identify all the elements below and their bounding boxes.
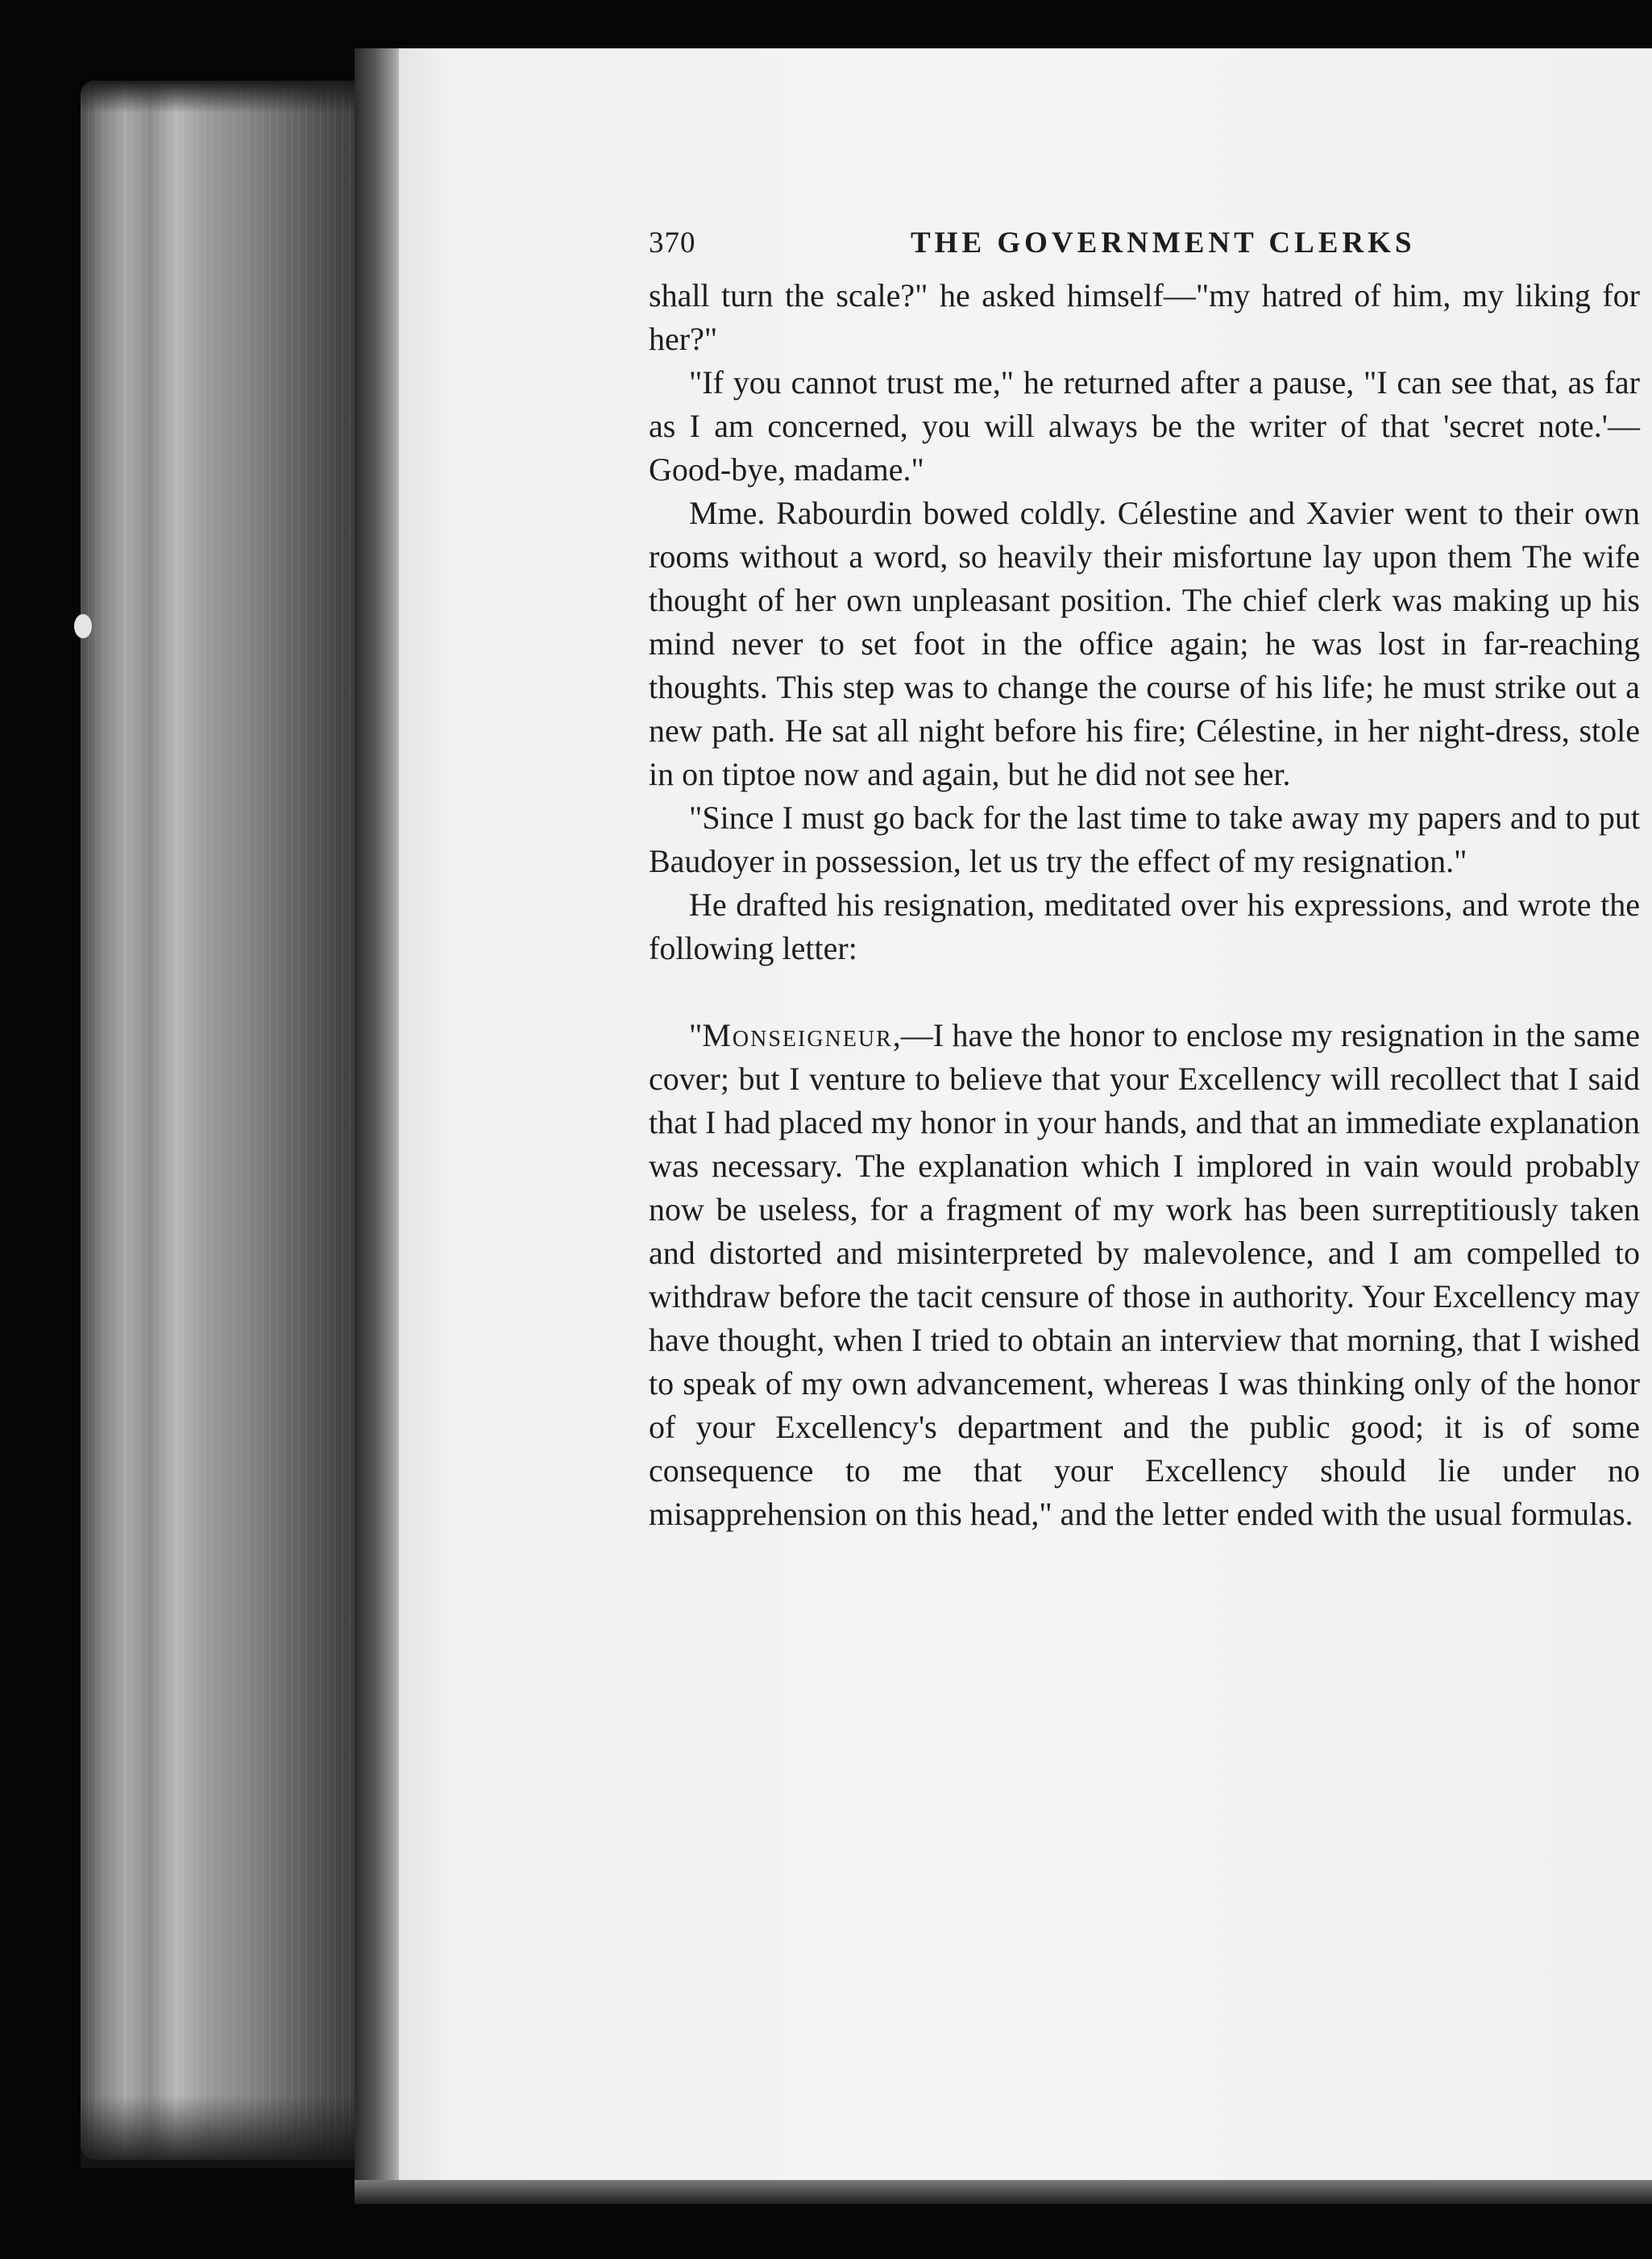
paragraph-5: He drafted his resignation, meditated over his expressions, and wrote the following letter: — [649, 887, 1640, 966]
margin-mark — [74, 614, 92, 638]
page-gutter — [355, 48, 403, 2184]
letter-salutation: Monseigneur — [702, 1017, 893, 1053]
page-bottom-edge — [355, 2180, 1652, 2204]
paragraph-4: "Since I must go back for the last time to take away my papers and to put Baudoyer in possession, let us try the effect of my resignation." — [649, 799, 1640, 879]
running-head — [649, 226, 1640, 274]
paragraph-2: "If you cannot trust me," he returned after a pause, "I can see that, as far as I am concerned, you will always be the writer of that 'secret note.'—Good-bye, madame." — [649, 364, 1640, 488]
letter-body: ,—I have the honor to enclose my resignation in the same cover; but I venture to believe that your Excellency will recollect that I said that I had placed my honor in your hands, and that an immediate explanation was necessary. The explanation which I implored in vain would probably now be useless, for a fragment of my work has been surreptitiously taken and distorted and misinterpreted by malevolence, and I am compelled to withdraw before the tacit censure of those in authority. Your Excellency may have thought, when I tried to obtain an interview that morning, that I wished to speak of my own advancement, whereas I was thinking only of the honor of your Excellency's department and the public good; it is of some consequence to me that your Excellency should lie under no misapprehension on this head," and the letter ended with the usual formulas. — [649, 1017, 1640, 1532]
spine-top-shadow — [81, 81, 399, 113]
running-title: THE GOVERNMENT CLERKS — [911, 226, 1416, 260]
paragraph-1: shall turn the scale?" he asked himself—"my hatred of him, my liking for her?" — [649, 277, 1640, 357]
letter-spacer — [649, 970, 1640, 1014]
paragraph-3: Mme. Rabourdin bowed coldly. Célestine and Xavier went to their own rooms without a word, so heavily their misfortune lay upon them The wife thought of her own unpleasant position. The chief clerk was making up his mind never to set foot in the office again; he was lost in far-reaching thoughts. This step was to change the course of his life; he must strike out a new path. He sat all night before his fire; Célestine, in her night-dress, stole in on tiptoe now and again, but he did not see her. — [649, 495, 1640, 792]
letter-text — [649, 1014, 1640, 1536]
spine-bottom-shadow — [81, 2095, 399, 2168]
page-text — [649, 226, 1640, 1536]
page-number: 370 — [649, 226, 696, 260]
book-spine-edge — [81, 81, 399, 2160]
letter-open-quote: " — [689, 1017, 703, 1053]
